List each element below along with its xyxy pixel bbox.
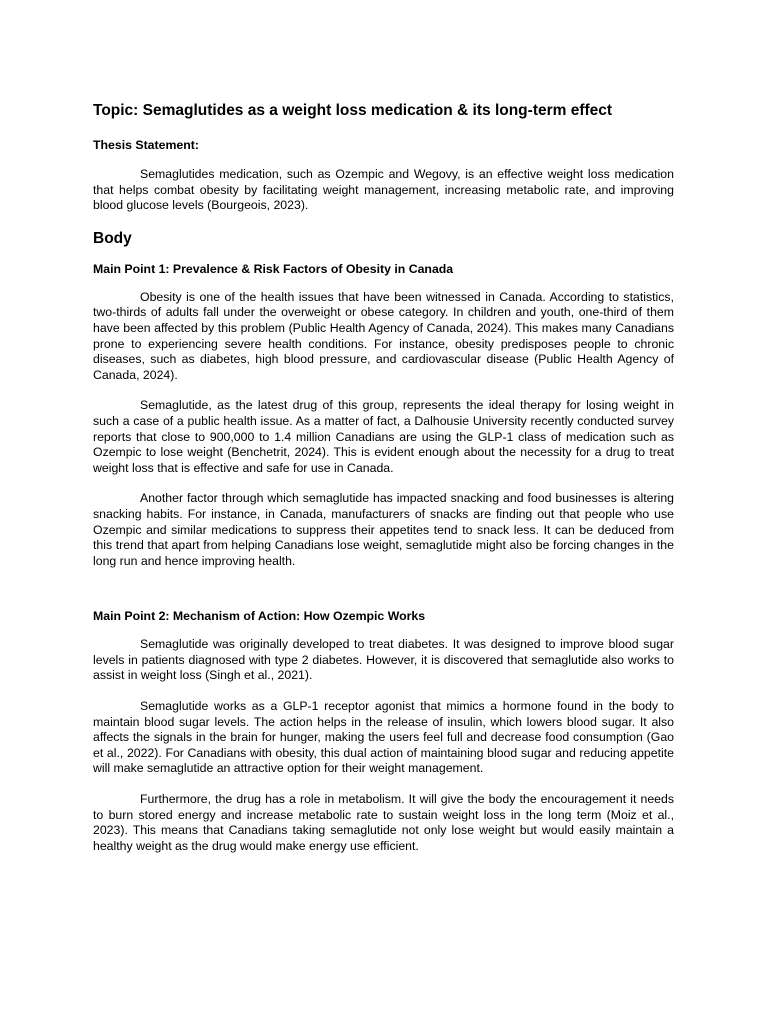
main-point-2-heading: Main Point 2: Mechanism of Action: How Ozempic Works xyxy=(93,609,426,624)
main-point-1-section xyxy=(93,261,674,570)
body-heading: Body xyxy=(93,229,132,247)
main-point-2-paragraph-3: Furthermore, the drug has a role in metabolism. It will give the body the encouragement it needs to burn stored energy and increase metabolic rate to sustain weight loss in the long term (Moiz et al., 2023). This means that Canadians taking semaglutide not only lose weight but would easily maintain a healthy weight as the drug would make energy use efficient. xyxy=(93,792,674,853)
thesis-paragraph: Semaglutides medication, such as Ozempic and Wegovy, is an effective weight loss medication that helps combat obesity by facilitating weight management, increasing metabolic rate, and improving blood glucose levels (Bourgeois, 2023). xyxy=(93,167,674,213)
main-point-1-paragraph-3: Another factor through which semaglutide has impacted snacking and food businesses is altering snacking habits. For instance, in Canada, manufacturers of snacks are finding out that people who use Ozempic and similar medications to suppress their appetites tend to snack less. It can be deduced from this trend that apart from helping Canadians lose weight, semaglutide might also be forcing changes in the long run and hence improving health. xyxy=(93,491,674,568)
main-point-2-paragraph-2: Semaglutide works as a GLP-1 receptor agonist that mimics a hormone found in the body to maintain blood sugar levels. The action helps in the release of insulin, which lowers blood sugar. It also affects the signals in the brain for hunger, making the users feel full and decrease food consumption (Gao et al., 2022). For Canadians with obesity, this dual action of maintaining blood sugar and reducing appetite will make semaglutide an attractive option for their weight management. xyxy=(93,699,674,776)
thesis-heading: Thesis Statement: xyxy=(93,138,199,152)
main-point-2-section xyxy=(93,608,674,854)
main-point-2-paragraph-1: Semaglutide was originally developed to treat diabetes. It was designed to improve blood sugar levels in patients diagnosed with type 2 diabetes. However, it is discovered that semaglutide also works to assist in weight loss (Singh et al., 2021). xyxy=(93,637,674,683)
main-point-1-heading: Main Point 1: Prevalence & Risk Factors of Obesity in Canada xyxy=(93,261,454,276)
main-point-1-paragraph-1: Obesity is one of the health issues that have been witnessed in Canada. According to statistics, two-thirds of adults fall under the overweight or obese category. In children and youth, one-third of them have been affected by this problem (Public Health Agency of Canada, 2024). This makes many Canadians prone to experiencing severe health conditions. For instance, obesity predisposes people to chronic diseases, such as diabetes, high blood pressure, and cardiovascular disease (Public Health Agency of Canada, 2024). xyxy=(93,289,674,382)
section-spacer xyxy=(93,584,674,608)
topic-title: Topic: Semaglutides as a weight loss medication & its long-term effect xyxy=(93,102,613,119)
main-point-1-paragraph-2: Semaglutide, as the latest drug of this group, represents the ideal therapy for losing weight in such a case of a public health issue. As a matter of fact, a Dalhousie University recently conducted survey reports that close to 900,000 to 1.4 million Canadians are using the GLP-1 class of medication such as Ozempic to lose weight (Benchetrit, 2024). This is evident enough about the necessity for a drug to treat weight loss that is effective and safe for use in Canada. xyxy=(93,398,674,475)
